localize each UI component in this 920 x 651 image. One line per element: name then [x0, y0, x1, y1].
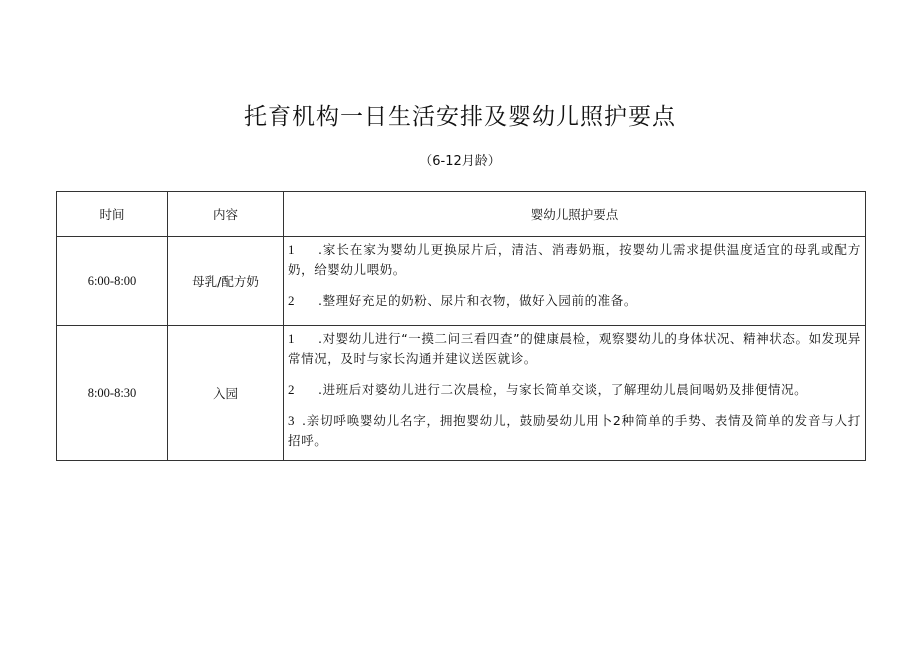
document-title: 托育机构一日生活安排及婴幼儿照护要点: [244, 104, 676, 130]
header-care-points: 婴幼儿照护要点: [284, 192, 866, 237]
table-row: [57, 237, 866, 326]
care-point: [288, 291, 861, 311]
care-point-number: 1: [288, 242, 296, 257]
care-point-text: .对婴幼儿进行“一摸二问三看四查”的健康晨检，观察婴幼儿的身体状况、精神状态。如发现异常情况，及时与家长沟通并建议送医就诊。: [288, 331, 861, 366]
table-header-row: [57, 192, 866, 237]
time-cell: 6:00-8:00: [57, 237, 168, 326]
care-point: [288, 329, 861, 369]
care-point-text: .进班后对婆幼儿进行二次晨检，与家长简单交谈，了解理幼儿晨间喝奶及排便情况。: [318, 382, 808, 397]
content-cell: 母乳/配方奶: [168, 237, 284, 326]
care-point: [288, 380, 861, 400]
care-point-text: .亲切呼唤婴幼儿名字，拥抱婴幼儿，鼓励晏幼儿用卜2种简单的手势、表情及简单的发音与人打招呼。: [288, 413, 861, 448]
care-point: [288, 411, 861, 451]
content-cell: 入园: [168, 326, 284, 461]
header-content: 内容: [168, 192, 284, 237]
care-points-cell: [284, 237, 866, 326]
care-point-number: 3: [288, 413, 296, 428]
table-row: [57, 326, 866, 461]
document-subtitle: （6-12月龄）: [419, 154, 501, 169]
care-point-text: .家长在家为婴幼儿更换尿片后，清洁、消毒奶瓶，按婴幼儿需求提供温度适宜的母乳或配方奶，给婴幼儿喂奶。: [288, 242, 861, 277]
care-schedule-table: [56, 191, 866, 461]
time-cell: 8:00-8:30: [57, 326, 168, 461]
care-point-number: 1: [288, 331, 296, 346]
header-time: 时间: [57, 192, 168, 237]
care-points-cell: [284, 326, 866, 461]
care-point-number: 2: [288, 293, 296, 308]
care-point-number: 2: [288, 382, 296, 397]
care-point: [288, 240, 861, 280]
care-point-text: .整理好充足的奶粉、尿片和衣物，做好入园前的准备。: [318, 293, 637, 308]
